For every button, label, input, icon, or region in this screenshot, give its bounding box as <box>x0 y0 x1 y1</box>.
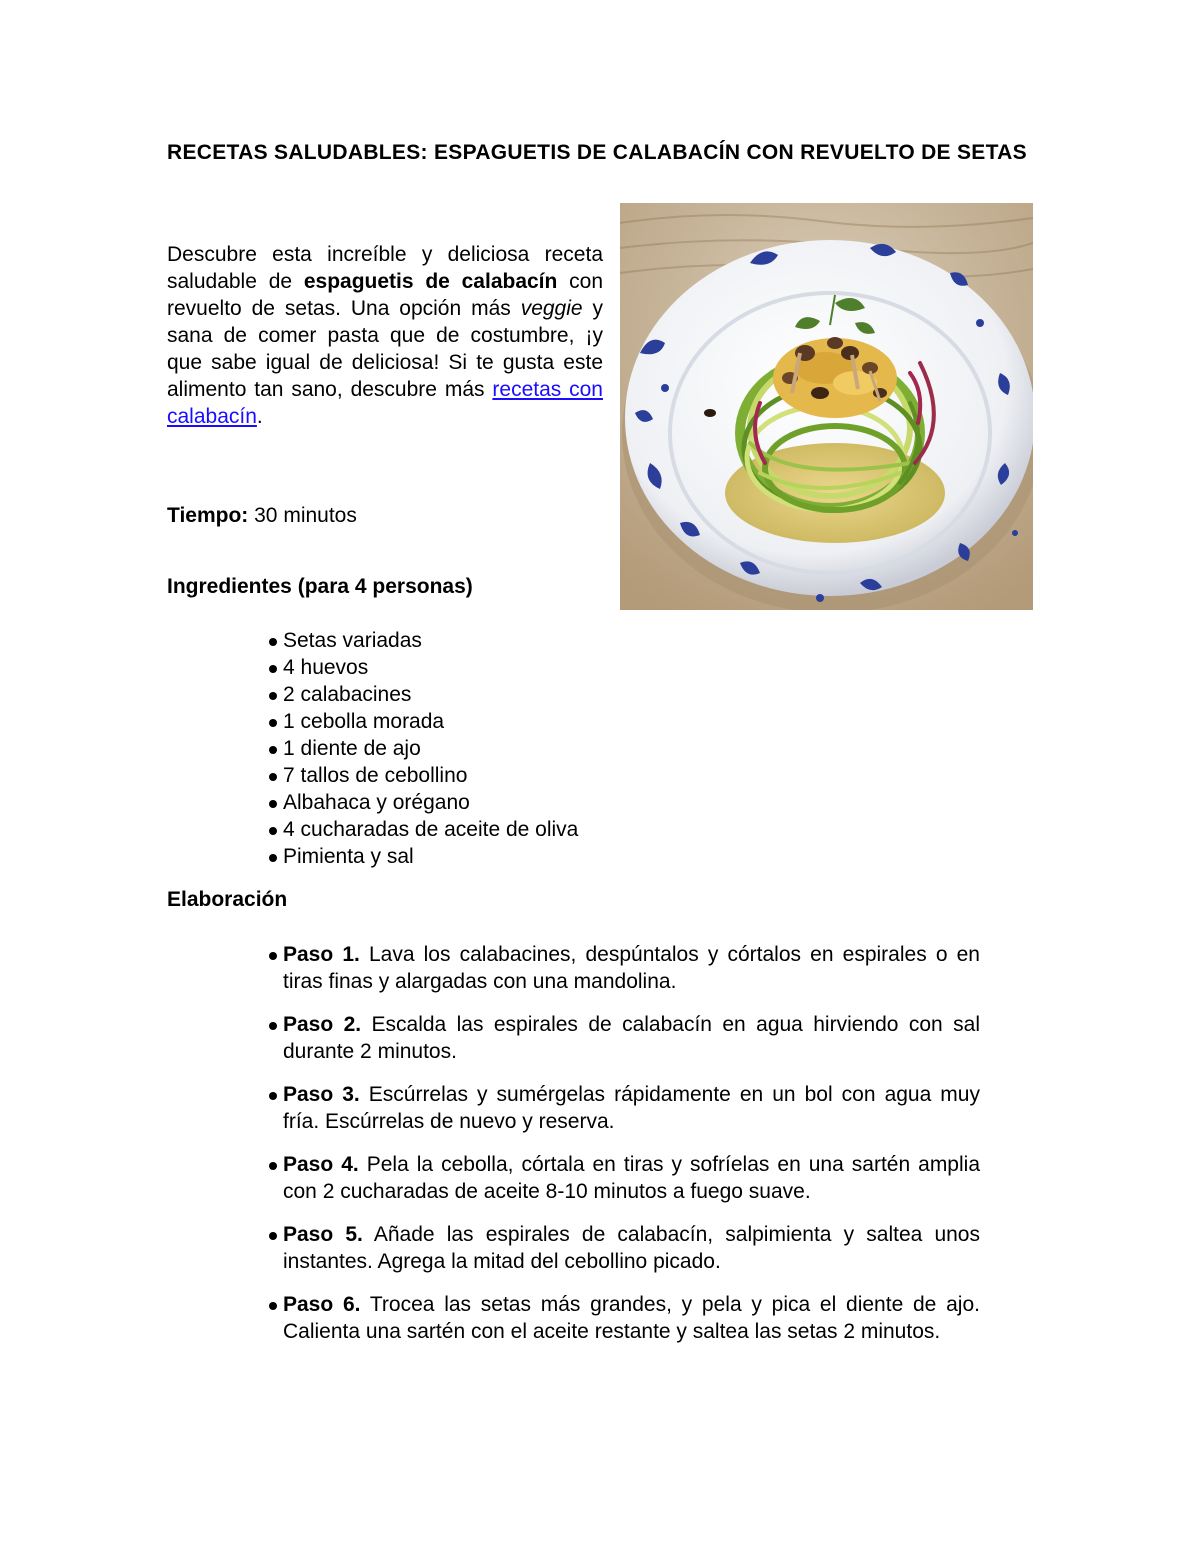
step-label: Paso 2. <box>283 1013 362 1036</box>
step-text: Pela la cebolla, córtala en tiras y sofríelas en una sartén amplia con 2 cucharadas de aceite 8-10 minutos a fuego suave. <box>283 1153 981 1203</box>
step-text: Escalda las espirales de calabacín en agua hirviendo con sal durante 2 minutos. <box>283 1013 980 1063</box>
balsamic-drop <box>704 409 716 417</box>
step-item <box>268 1011 980 1065</box>
ingredient-item: 1 cebolla morada <box>268 708 578 735</box>
step-item <box>268 1221 980 1275</box>
preparation-steps <box>268 941 980 1361</box>
ingredient-item: 4 cucharadas de aceite de oliva <box>268 816 578 843</box>
step-item <box>268 1151 980 1205</box>
step-label: Paso 6. <box>283 1293 361 1316</box>
step-item <box>268 1081 980 1135</box>
intro-text-3: y sana de comer pasta que de costumbre, ¡y que sabe igual de deliciosa! Si te gusta este alimento tan sano, descubre más <box>167 297 603 401</box>
ingredient-item: 7 tallos de cebollino <box>268 762 578 789</box>
time-value: 30 minutos <box>248 504 357 527</box>
step-label: Paso 1. <box>283 943 360 966</box>
ingredient-item: Albahaca y orégano <box>268 789 578 816</box>
intro-text-1: Descubre esta increíble y deliciosa receta saludable de <box>167 243 603 293</box>
intro-paragraph <box>167 241 603 430</box>
preparation-heading: Elaboración <box>167 888 288 911</box>
intro-text-4: . <box>256 405 263 428</box>
time-label: Tiempo: <box>167 504 249 527</box>
ingredient-item: Setas variadas <box>268 627 578 654</box>
step-text: Añade las espirales de calabacín, salpimienta y saltea unos instantes. Agrega la mitad del cebollino picado. <box>283 1223 980 1273</box>
intro-bold-dish: espaguetis de calabacín <box>303 270 558 293</box>
ingredients-heading: Ingredientes (para 4 personas) <box>167 575 473 598</box>
ingredient-item: 4 huevos <box>268 654 578 681</box>
step-text: Trocea las setas más grandes, y pela y pica el diente de ajo. Calienta una sartén con el aceite restante y saltea las setas 2 minutos. <box>283 1293 980 1343</box>
intro-italic-veggie: veggie <box>520 297 583 320</box>
ingredient-item: 1 diente de ajo <box>268 735 578 762</box>
ingredient-item: Pimienta y sal <box>268 843 578 870</box>
ingredient-item: 2 calabacines <box>268 681 578 708</box>
step-text: Escúrrelas y sumérgelas rápidamente en un bol con agua muy fría. Escúrrelas de nuevo y reserva. <box>283 1083 980 1133</box>
zucchini-recipes-link[interactable]: recetas con calabacín <box>167 378 603 428</box>
step-label: Paso 3. <box>283 1083 360 1106</box>
intro-text-2: con revuelto de setas. Una opción más <box>167 270 604 320</box>
step-item <box>268 941 980 995</box>
ingredients-list <box>268 627 578 870</box>
step-item <box>268 1291 980 1345</box>
step-label: Paso 5. <box>283 1223 363 1246</box>
step-text: Lava los calabacines, despúntalos y córtalos en espirales o en tiras finas y alargadas con una mandolina. <box>283 943 980 993</box>
time-line <box>167 501 357 530</box>
recipe-title: RECETAS SALUDABLES: ESPAGUETIS DE CALABACÍN CON REVUELTO DE SETAS <box>167 141 1027 164</box>
step-label: Paso 4. <box>283 1153 359 1176</box>
recipe-photo <box>620 203 1033 610</box>
